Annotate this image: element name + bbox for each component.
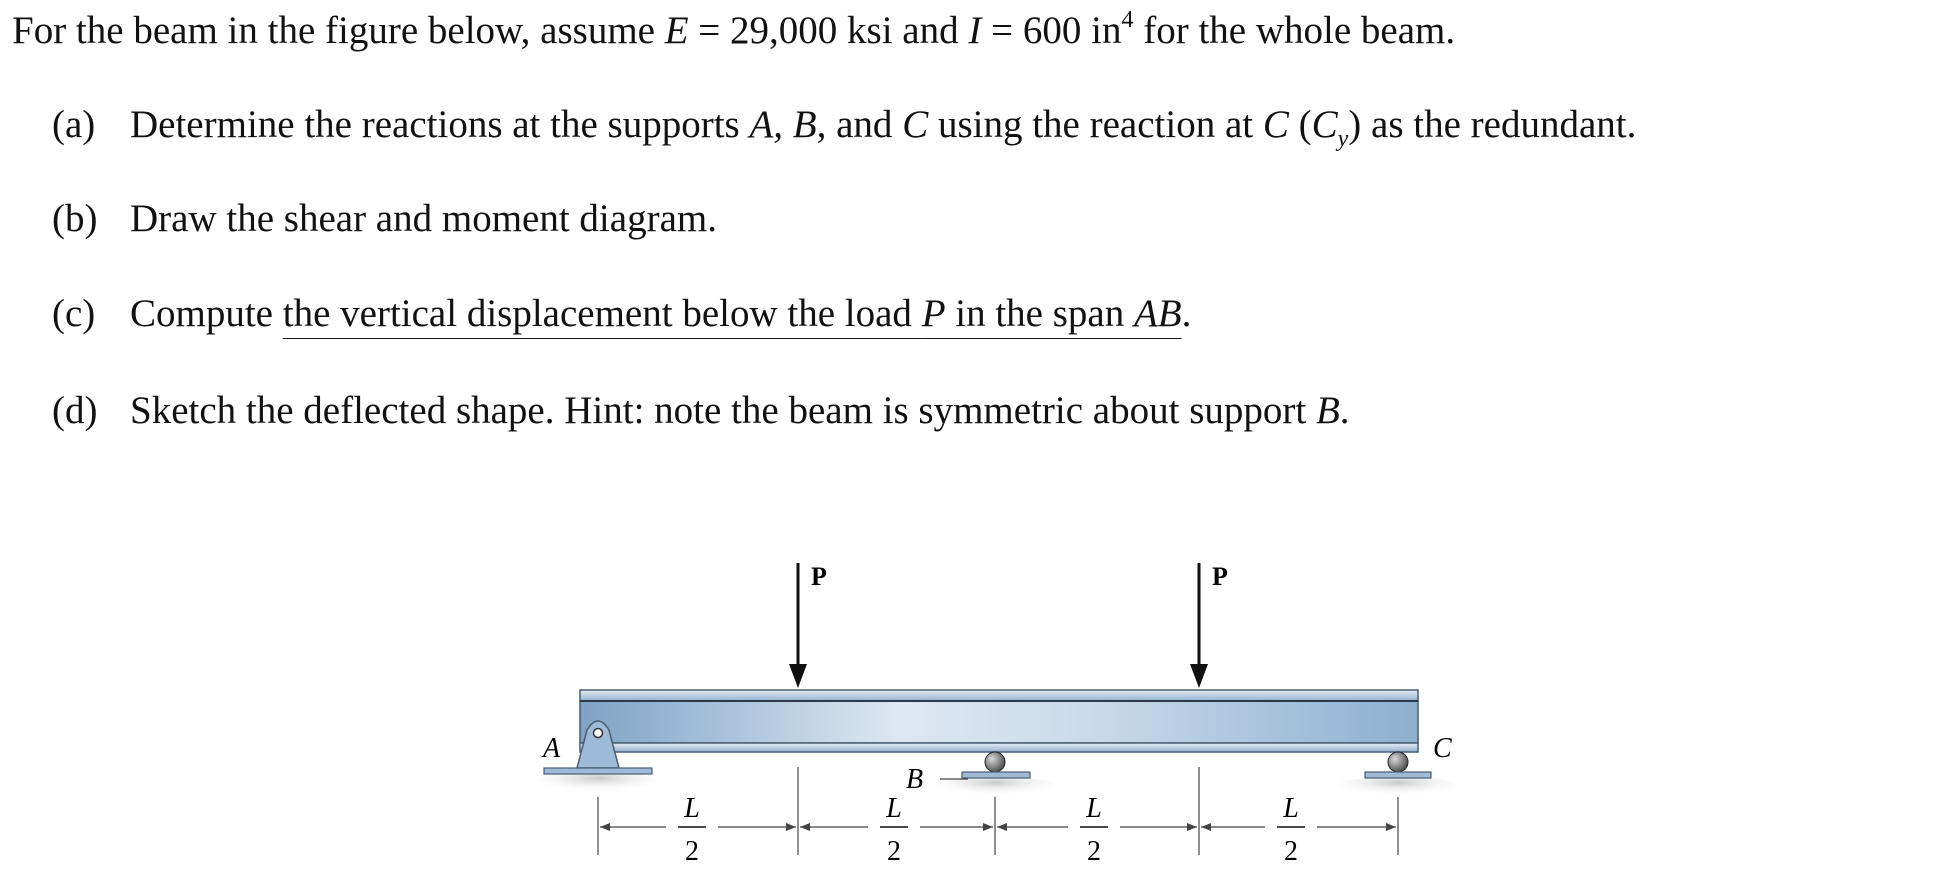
part-d-support-b: B — [1315, 389, 1340, 432]
dim-label-3 — [1080, 793, 1108, 867]
arrow-down-icon — [789, 664, 807, 688]
part-a-c-symbol: C — [1262, 103, 1289, 146]
beam-figure — [0, 540, 1944, 890]
beam-bottom-flange — [580, 743, 1418, 752]
dim-2-numerator: L — [886, 793, 902, 824]
beam-web — [580, 701, 1418, 743]
dim-label-1 — [678, 793, 706, 867]
intro-exponent: 4 — [1121, 7, 1134, 33]
arrow-down-icon — [1190, 664, 1208, 688]
support-label-a: A — [543, 733, 561, 764]
intro-text-3: = 600 in — [981, 9, 1122, 52]
intro-text-4: for the whole beam. — [1133, 9, 1456, 52]
part-d-text-1: Sketch the deflected shape. Hint: note the beam is symmetric about support — [130, 389, 1316, 432]
part-d — [52, 386, 1350, 436]
load-label-left: P — [811, 562, 827, 591]
pin-base-plate — [544, 768, 652, 774]
part-a-cy-symbol: C — [1311, 103, 1338, 146]
dim-2-denominator: 2 — [887, 836, 901, 867]
beam — [580, 690, 1418, 752]
intro-text-2: = 29,000 ksi and — [688, 9, 969, 52]
part-a-support-c: C — [902, 103, 929, 146]
part-c-text-1: Compute — [130, 292, 283, 335]
part-b-label: (b) — [52, 197, 98, 240]
part-c-period: . — [1181, 292, 1192, 335]
ground-c — [1336, 776, 1460, 798]
part-d-period: . — [1339, 389, 1350, 432]
dim-label-4 — [1277, 793, 1305, 867]
part-a-text-5: ) as the redundant. — [1348, 103, 1637, 146]
roller-b-plate — [962, 772, 1030, 778]
part-a-text-1: Determine the reactions at the supports — [130, 103, 750, 146]
intro-i-symbol: I — [968, 9, 982, 52]
part-a-cy-subscript: y — [1337, 125, 1349, 152]
part-d-label: (d) — [52, 389, 98, 432]
part-c — [52, 289, 1191, 339]
dim-4-numerator: L — [1283, 793, 1299, 824]
intro-text-1: For the beam in the figure below, assume — [12, 9, 665, 52]
part-a-label: (a) — [52, 103, 96, 146]
load-arrow-right — [1190, 562, 1228, 688]
beam-top-flange — [580, 690, 1418, 701]
intro-e-symbol: E — [664, 9, 689, 52]
dim-3-numerator: L — [1086, 793, 1102, 824]
support-label-b: B — [906, 764, 924, 795]
roller-support-b — [933, 752, 1057, 798]
load-label-right: P — [1212, 562, 1228, 591]
part-c-p-symbol: P — [921, 292, 946, 335]
roller-c-plate — [1365, 772, 1431, 778]
load-arrow-left — [789, 562, 827, 688]
dim-3-denominator: 2 — [1087, 836, 1101, 867]
support-label-c: C — [1433, 733, 1452, 764]
roller-b-icon — [985, 752, 1005, 772]
part-a-text-2: and — [826, 103, 903, 146]
dim-1-numerator: L — [684, 793, 700, 824]
part-a-text-3: using the reaction at — [928, 103, 1263, 146]
part-a-text-4: ( — [1288, 103, 1312, 146]
part-b — [52, 194, 717, 244]
dim-label-2 — [880, 793, 908, 867]
part-c-underline-text-1: the vertical displacement below the load — [282, 292, 922, 335]
dim-4-denominator: 2 — [1284, 836, 1298, 867]
pin-icon — [594, 729, 603, 738]
problem-intro — [12, 6, 1455, 56]
roller-c-icon — [1388, 752, 1408, 772]
part-c-span-ab: AB — [1133, 292, 1182, 335]
part-c-underline-text-2: in the span — [945, 292, 1134, 335]
part-a — [52, 100, 1636, 150]
part-c-label: (c) — [52, 292, 96, 335]
dim-1-denominator: 2 — [685, 836, 699, 867]
part-a-supports-ab: A, B, — [749, 103, 827, 146]
part-b-text: Draw the shear and moment diagram. — [130, 197, 717, 240]
part-c-underlined — [283, 292, 1182, 335]
